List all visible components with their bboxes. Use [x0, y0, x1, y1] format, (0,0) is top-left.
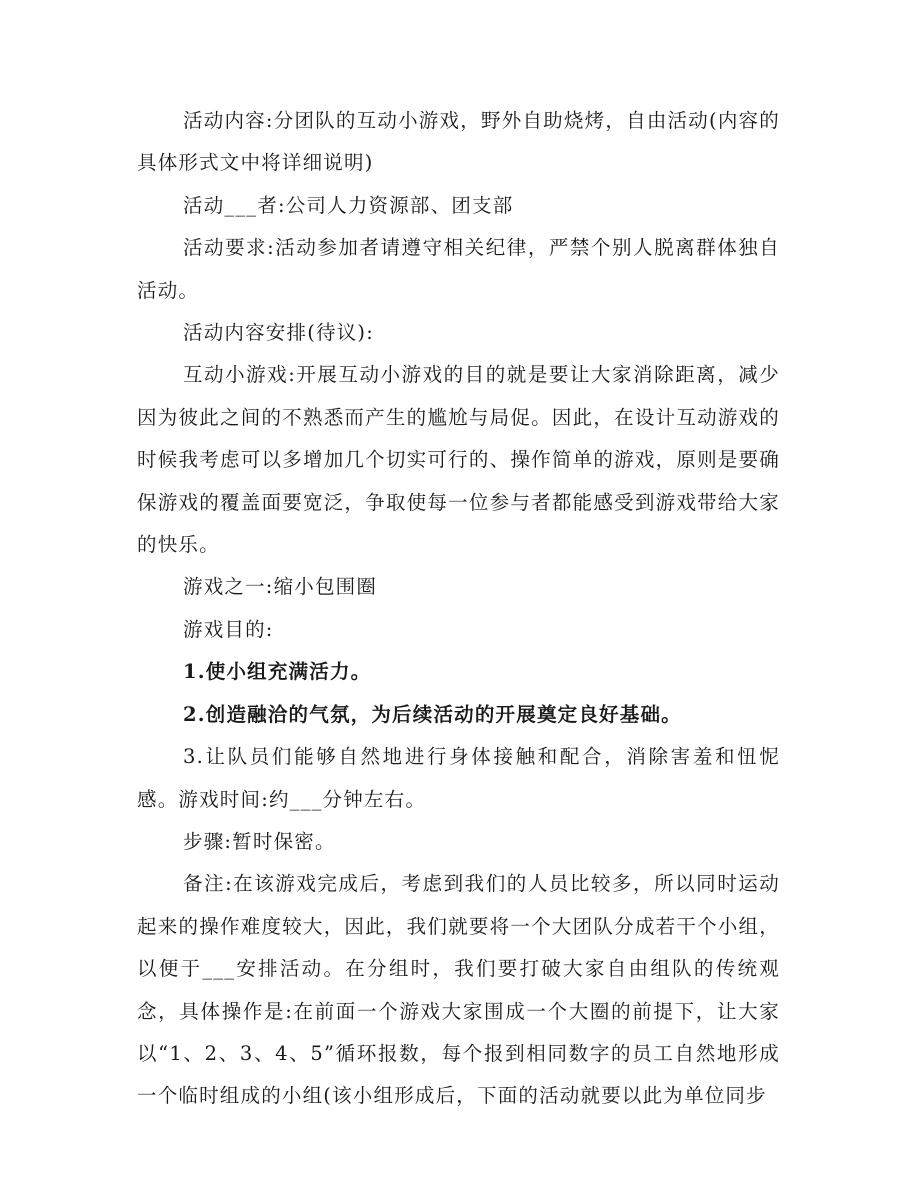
paragraph-schedule-heading: 活动内容安排(待议): [183, 321, 374, 345]
paragraph-organizer: 活动___者:公司人力资源部、团支部 [183, 193, 514, 217]
paragraph-interactive-games: 互动小游戏:开展互动小游戏的目的就是要让大家消除距离，减少因为彼此之间的不熟悉而产生的尴尬与局促。因此，在设计互动游戏的时候我考虑可以多增加几个切实可行的、操作简单的游戏，原则是要确保游戏的覆盖面要宽泛，争取使每一位参与者都能感受到游戏带给大家的快乐。 [137, 363, 780, 557]
paragraph-game-purpose-heading: 游戏目的: [183, 617, 274, 641]
document-page [137, 100, 780, 1118]
paragraph-purpose-item-2: 2.创造融洽的气氛，为后续活动的开展奠定良好基础。 [183, 702, 682, 726]
paragraph-activity-content: 活动内容:分团队的互动小游戏，野外自助烧烤，自由活动(内容的具体形式文中将详细说明) [137, 109, 780, 175]
paragraph-purpose-item-1: 1.使小组充满活力。 [183, 660, 372, 684]
paragraph-game-one-title: 游戏之一:缩小包围圈 [183, 575, 378, 599]
paragraph-steps: 步骤:暂时保密。 [183, 829, 336, 853]
paragraph-notes: 备注:在该游戏完成后，考虑到我们的人员比较多，所以同时运动起来的操作难度较大，因此，我们就要将一个大团队分成若干个小组，以便于___安排活动。在分组时，我们要打破大家自由组队的传统观念，具体操作是:在前面一个游戏大家围成一个大圈的前提下，让大家以“1、2、3、4、5”循环报数，每个报到相同数字的员工自然地形成一个临时组成的小组(该小组形成后，下面的活动就要以此为单位同步 [137, 872, 780, 1108]
paragraph-requirements: 活动要求:活动参加者请遵守相关纪律，严禁个别人脱离群体独自活动。 [137, 236, 780, 302]
paragraph-purpose-item-3: 3.让队员们能够自然地进行身体接触和配合，消除害羞和忸怩感。游戏时间:约___分钟左右。 [137, 745, 780, 811]
